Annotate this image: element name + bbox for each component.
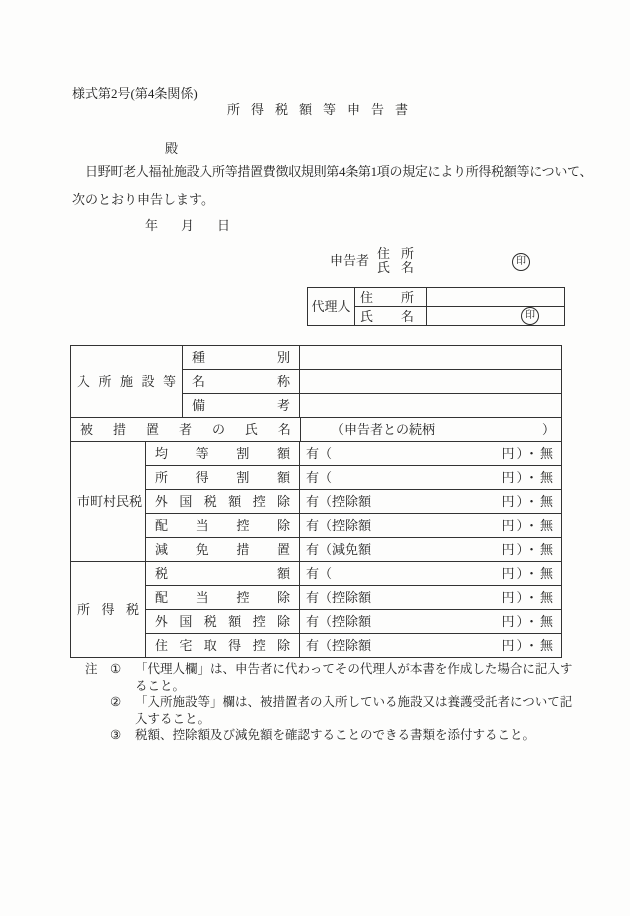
table-row-dividend-credit-i xyxy=(146,585,561,609)
declarant-name-label: 氏 名 xyxy=(377,259,414,275)
municipal-tax-group-cell xyxy=(71,442,146,561)
note-item-1 xyxy=(110,661,585,694)
dividend-credit-i-value: 有（控除額 円）・無 xyxy=(306,590,555,605)
person-section xyxy=(71,417,561,441)
agent-table xyxy=(307,287,565,326)
declarant-seal-area xyxy=(512,253,530,271)
income-based-label: 所 得 割 額 xyxy=(146,466,300,489)
income-tax-section xyxy=(71,561,561,657)
tax-reduction-value: 有（減免額 円）・無 xyxy=(306,542,555,557)
per-capita-value: 有（ 円）・無 xyxy=(306,446,555,461)
housing-credit-label: 住 宅 取 得 控 除 xyxy=(146,634,300,657)
table-row-facility-type xyxy=(183,346,561,369)
table-row-tax-reduction xyxy=(146,537,561,561)
person-name-label: 被 措 置 者 の 氏 名 xyxy=(71,418,301,441)
form-number: 様式第2号(第4条関係) xyxy=(72,86,198,101)
declaration-line-1: 日野町老人福祉施設入所等措置費徴収規則第4条第1項の規定により所得税額等について、 xyxy=(85,164,593,179)
note-text: 税額、控除額及び減免額を確認することのできる書類を添付すること。 xyxy=(135,728,536,742)
tax-amount-value: 有（ 円）・無 xyxy=(306,566,555,581)
agent-group-label: 代理人 xyxy=(308,288,355,325)
per-capita-label: 均 等 割 額 xyxy=(146,442,300,465)
dividend-credit-m-label: 配 当 控 除 xyxy=(146,514,300,537)
relation-suffix: ） xyxy=(541,422,555,437)
facility-name-value xyxy=(300,370,561,393)
facility-type-label: 種 別 xyxy=(183,346,300,369)
addressee-suffix: 殿 xyxy=(165,141,179,156)
declaration-line-2: 次のとおり申告します。 xyxy=(72,192,214,207)
agent-name-row xyxy=(355,306,564,325)
table-row-dividend-credit-m xyxy=(146,513,561,537)
agent-name-value xyxy=(427,307,564,325)
table-row-foreign-tax-credit-m xyxy=(146,489,561,513)
seal-icon: 印 xyxy=(521,307,539,325)
note-text: 「代理人欄」は、申告者に代わってその代理人が本書を作成した場合に記入すること。 xyxy=(135,662,573,693)
table-row-housing-credit xyxy=(146,633,561,657)
municipal-tax-section xyxy=(71,441,561,561)
table-row-facility-remarks xyxy=(183,393,561,417)
table-row-foreign-tax-credit-i xyxy=(146,609,561,633)
agent-address-value xyxy=(427,288,564,306)
facility-type-value xyxy=(300,346,561,369)
note-item-2 xyxy=(110,694,585,727)
note-number: ③ xyxy=(110,728,122,742)
foreign-tax-credit-i-value: 有（控除額 円）・無 xyxy=(306,614,555,629)
table-row-facility-name xyxy=(183,369,561,393)
foreign-tax-credit-m-label: 外 国 税 額 控 除 xyxy=(146,490,300,513)
income-tax-group-cell xyxy=(71,562,146,657)
municipal-tax-group-label: 市 町 村 民 税 xyxy=(77,494,143,509)
foreign-tax-credit-i-label: 外 国 税 額 控 除 xyxy=(146,610,300,633)
table-row-person-name xyxy=(71,418,561,441)
note-number: ① xyxy=(110,662,122,676)
dividend-credit-m-value: 有（控除額 円）・無 xyxy=(306,518,555,533)
income-tax-group-label: 所 得 税 xyxy=(77,602,139,617)
agent-name-label: 氏 名 xyxy=(355,307,427,325)
table-row-income-based xyxy=(146,465,561,489)
facility-remarks-label: 備 考 xyxy=(183,394,300,417)
page-title: 所得税額等申告書 xyxy=(227,102,420,117)
housing-credit-value: 有（控除額 円）・無 xyxy=(306,638,555,653)
foreign-tax-credit-m-value: 有（控除額 円）・無 xyxy=(306,494,555,509)
person-name-value xyxy=(301,418,561,441)
facility-remarks-value xyxy=(300,394,561,417)
agent-address-row xyxy=(355,288,564,306)
note-number: ② xyxy=(110,695,122,709)
declarant-fields xyxy=(377,246,414,274)
dividend-credit-i-label: 配 当 控 除 xyxy=(146,586,300,609)
agent-address-label: 住 所 xyxy=(355,288,427,306)
facility-name-label: 名 称 xyxy=(183,370,300,393)
seal-icon: 印 xyxy=(512,253,530,271)
tax-reduction-label: 減 免 措 置 xyxy=(146,538,300,561)
date-line: 年 月 日 xyxy=(145,218,236,233)
note-item-3 xyxy=(110,727,585,744)
table-row-tax-amount xyxy=(146,562,561,585)
declarant-label: 申告者 xyxy=(330,253,370,268)
note-marker: 注 xyxy=(85,662,98,676)
main-table xyxy=(70,345,562,658)
tax-amount-label: 税 額 xyxy=(146,562,300,585)
note-text: 「入所施設等」欄は、被措置者の入所している施設又は養護受託者について記入すること。 xyxy=(135,695,573,726)
declarant-address-label: 住 所 xyxy=(377,245,414,261)
table-row-per-capita xyxy=(146,442,561,465)
relation-prefix: （申告者との続柄 xyxy=(331,422,436,437)
facility-section xyxy=(71,346,561,417)
notes-section xyxy=(85,661,585,744)
income-based-value: 有（ 円）・無 xyxy=(306,470,555,485)
facility-group-label: 入 所 施 設 等 xyxy=(77,374,176,389)
facility-group-cell xyxy=(71,346,183,417)
